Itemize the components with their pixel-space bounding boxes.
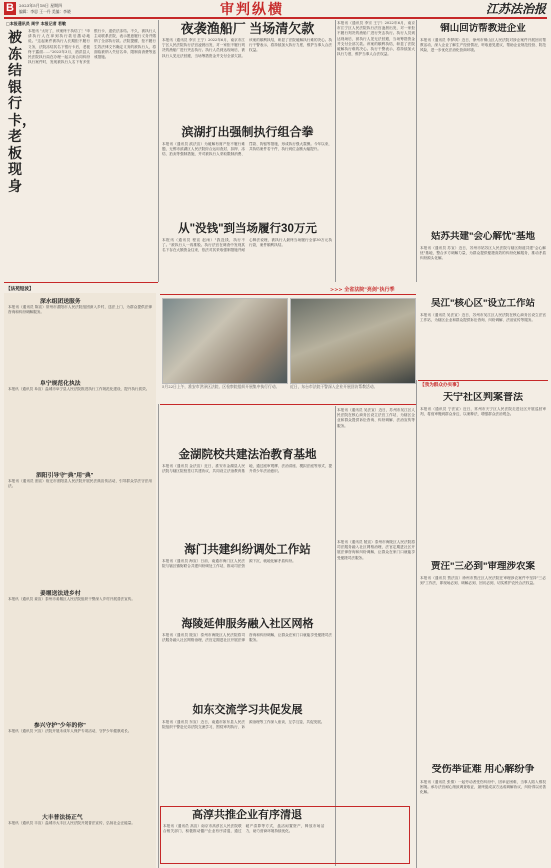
lead-body: 本报讯 "太好了，该案终于执结了！"申请执行人在拿到执行款后激动地说。"这起案件被执行人长期拒不履行义务，法院冻结其名下银行卡后，老板终于露面……"2023年3月，泗洪县人民法院执行局在办理一起买卖合同纠纷执行案件时，发现被执行人名下有多张银行卡，遂依法冻结。不久，被执行人主动联系法院，表示愿意履行义务并缴纳了全部执行款。法院提醒，拒不履行生效法律文书确定义务的被执行人，将面临被纳入失信名单、限制高消费等惩戒措施。: [28, 29, 156, 65]
body-a19: 本报讯（通讯员 兴宣）法院开展未成年人保护专项活动，守护少年健康成长。: [8, 729, 132, 733]
headline-a12: 天宁社区判案普法: [443, 392, 523, 403]
body-a20: 本报讯（通讯员 丰宣）盐城市大丰区人民法院开展普法宣传，弘扬社会正能量。: [8, 821, 135, 825]
body-a4: 本报讯（通讯员 李梦琪）近日，徐州市铜山区人民法院对涉企案件开展回访帮教活动，深入企业了解生产经营情况，听取意见建议，帮助企业规范经营、防范风险，进一步优化法治化营商环境。: [420, 38, 546, 53]
body-a18: 本报讯（通讯员 姜宣）泰州市姜堰区人民法院组织干警深入乡村开展普法宣传。: [8, 597, 135, 601]
body-a1: 本报讯（通讯员 李宗 王宁）2022年6月，南京市江宁区人民法院执行法官凌晨出发，对一家拒不履行判决的渔船厂进行突击执行。执行人员到达现场后，被执行人见无法回避，当场筹措资金并支付全部欠款。该案的顺利执结，彰显了法院破解执行难的决心。执行干警表示，将持续加大执行力度，维护当事人合法权益。: [162, 38, 332, 58]
body-a11: 本报讯（通讯员 高宣）南京市高淳区人民法院联合相关部门，积极推动僵尸企业有序清退，通过破产清算等方式，盘活闲置资产，释放市场活力，助力营商环境持续优化。: [163, 824, 325, 834]
body-a9-extra: 本报讯（通讯员 陵宣）泰州市海陵区人民法院将司法服务融入社区网格治理，法官定期进社区开展法律咨询和纠纷调解，让群众在家门口就能享受便捷司法服务。: [337, 540, 415, 560]
lead-kicker: □本报通讯员 周宇 本报记者 若敏: [6, 21, 66, 26]
page-letter: B: [4, 2, 16, 15]
lead-headline: 被冻结银行卡，老板现身: [8, 29, 36, 194]
headline-a3: 从"没钱"到当场履行30万元: [178, 223, 317, 235]
headline-a6: 吴江"核心区"设立工作站: [430, 298, 535, 309]
right-strip-title: 【我为群众办实事】: [420, 382, 462, 387]
headline-a5: 姑苏共建"会心解忧"基地: [430, 231, 535, 242]
mid-banner: >>> 全省法院"亮剑"执行季: [330, 287, 395, 293]
body-a14: 本报讯（通讯员 张倩）一起劳动者受伤纠纷中，因举证困难，当事人陷入维权困境。承办法官耐心细致调查取证，最终促成双方达成调解协议，纠纷得以妥善化解。: [420, 780, 546, 795]
headline-a4: 铜山回访帮教进企业: [440, 23, 526, 34]
headline-a11: 高淳共推企业有序清退: [192, 809, 302, 821]
headline-a2: 滨湖打出强制执行组合拳: [181, 125, 314, 139]
body-a9: 本报讯（通讯员 陵宣）泰州市海陵区人民法院将司法服务融入社区网格治理，法官定期进社区开展法律咨询和纠纷调解，让群众在家门口就能享受便捷司法服务。: [162, 633, 332, 643]
body-a2-continued: 本报讯（通讯员 李宗 王宁）2022年6月，南京市江宁区人民法院执行法官凌晨出发，对一家拒不履行判决的渔船厂进行突击执行。执行人员到达现场后，被执行人见无法回避，当场筹措资金并支付全部欠款。该案的顺利执结，彰显了法院破解执行难的决心。执行干警表示，将持续加大执行力度，维护当事人合法权益。: [337, 21, 415, 57]
body-a7-extra: 本报讯（通讯员 吴法宣）近日，苏州市吴江区人民法院在核心商务区设立法官工作站，为辖区企业和群众提供诉讼咨询、纠纷调解、法治宣传等服务。: [337, 408, 415, 428]
headline-a18: 姜堰送法进乡村: [40, 591, 81, 597]
photo-execution-action: [162, 298, 288, 384]
paper-logo: 江苏法治报: [485, 2, 546, 16]
date-line: 2023年5月18日 星期四: [19, 3, 63, 8]
editor-line: 编辑：李思 王一丹 美编：李晓: [19, 9, 71, 14]
headline-a15: 深水组团送服务: [40, 299, 81, 305]
headline-a1: 夜袭渔船厂 当场清欠款: [180, 21, 315, 36]
body-a13: 本报讯（通讯员 贾法宣）徐州市贾汪区人民法院在审理涉农案件中坚持"三必到"工作法，即现场必到、调解必到、回访必到，切实维护农民合法权益。: [420, 576, 546, 586]
headline-a19: 参兴守护"少年的你": [34, 723, 86, 729]
masthead-rule: [4, 17, 547, 19]
body-a7: 本报讯（通讯员 金法宣）近日，淮安市金湖县人民法院与辖区院校签订共建协议，共同设立法治教育基地，通过庭审观摩、法治讲座、模拟法庭等形式，提升青少年法治意识。: [162, 464, 332, 474]
headline-a20: 大丰普法扬正气: [42, 815, 83, 821]
body-a15: 本报讯（通讯员 陈宣）常州市溧阳市人民法院组团深入乡村，送法上门，为群众提供法律咨询和纠纷调解服务。: [8, 305, 152, 315]
headline-a8: 海门共建纠纷调处工作站: [184, 544, 311, 556]
body-a16: 本报讯（通讯员 阜宣）盐城市阜宁县人民法院推进执行工作规范化建设，提升执行质效。: [8, 387, 150, 391]
body-a5: 本报讯（通讯员 苏宣）近日，苏州市姑苏区人民法院与辖区街道共建"会心解忧"基地，整合多方调解力量，为群众提供便捷高效的纠纷化解服务，推动矛盾纠纷源头化解。: [420, 246, 546, 261]
left-strip-title: 【法苑短波】: [6, 286, 34, 291]
caption-photo-1: 5月22日上午，淮安市洪泽区法院、区检察院组织开展集中执行行动。: [162, 384, 280, 389]
headline-a13: 贾汪"三必到"审理涉农案: [430, 561, 535, 572]
headline-a17: 泗阳引导守"典"用"典": [36, 473, 94, 479]
photo-enterprise-visit: [290, 298, 416, 384]
body-a6: 本报讯（通讯员 吴法宣）近日，苏州市吴江区人民法院在核心商务区设立法官工作站，为辖区企业和群众提供诉讼咨询、纠纷调解、法治宣传等服务。: [420, 313, 546, 323]
section-title: 审判纵横: [220, 1, 284, 17]
body-a10: 本报讯（通讯员 东宣）近日，南通市如东县人民法院组织干警赴兄弟法院交流学习，围绕审判执行、诉源治理等工作深入座谈，互学互鉴，共促发展。: [162, 720, 325, 730]
body-a3: 本报讯（通讯员 程宣 赵雨）"我没钱，执行不了。"被执行人一再推脱。执行法官在调查中发现其名下存在大额资金往来，依法对其采取强制措施并耐心释法说理，被执行人最终当场履行全部30万元执行款，案件顺利执结。: [162, 238, 332, 253]
body-a8: 本报讯（通讯员 海宣）日前，南通市海门区人民法院与辖区镇街联合共建纠纷调处工作站，推动司法资源下沉，就地化解矛盾纠纷。: [162, 559, 296, 569]
headline-a10: 如东交流学习共促发展: [192, 704, 303, 716]
body-a17: 本报讯（通讯员 泗宣）宿迁市泗阳县人民法院开展民法典宣传活动，引导群众学法守法用法。: [8, 479, 152, 489]
headline-a14: 受伤举证难 用心解纷争: [431, 764, 535, 775]
caption-photo-2: 近日，东台市法院干警深入企业开展回访帮教活动。: [290, 384, 378, 389]
headline-a16: 阜宁规范化执法: [40, 381, 81, 387]
body-a2: 本报讯（通讯员 滨法宣）为破解有财产拒不履行难题，无锡市滨湖区人民法院综合运用查封、扣押、冻结、拍卖等强制措施，并对被执行人采取限制消费、罚款、拘留等措施，形成执行强大震慑。今年以来，共执结案件若干件，执行到位金额大幅提升。: [162, 142, 332, 157]
headline-a7: 金湖院校共建法治教育基地: [178, 449, 317, 461]
headline-a9: 海陵延伸服务融入社区网格: [181, 618, 314, 630]
body-a12: 本报讯（通讯员 宁法宣）近日，常州市天宁区人民法院走进社区开展巡回审判，将庭审搬到群众身边，以案释法，增强群众法治观念。: [420, 407, 546, 417]
